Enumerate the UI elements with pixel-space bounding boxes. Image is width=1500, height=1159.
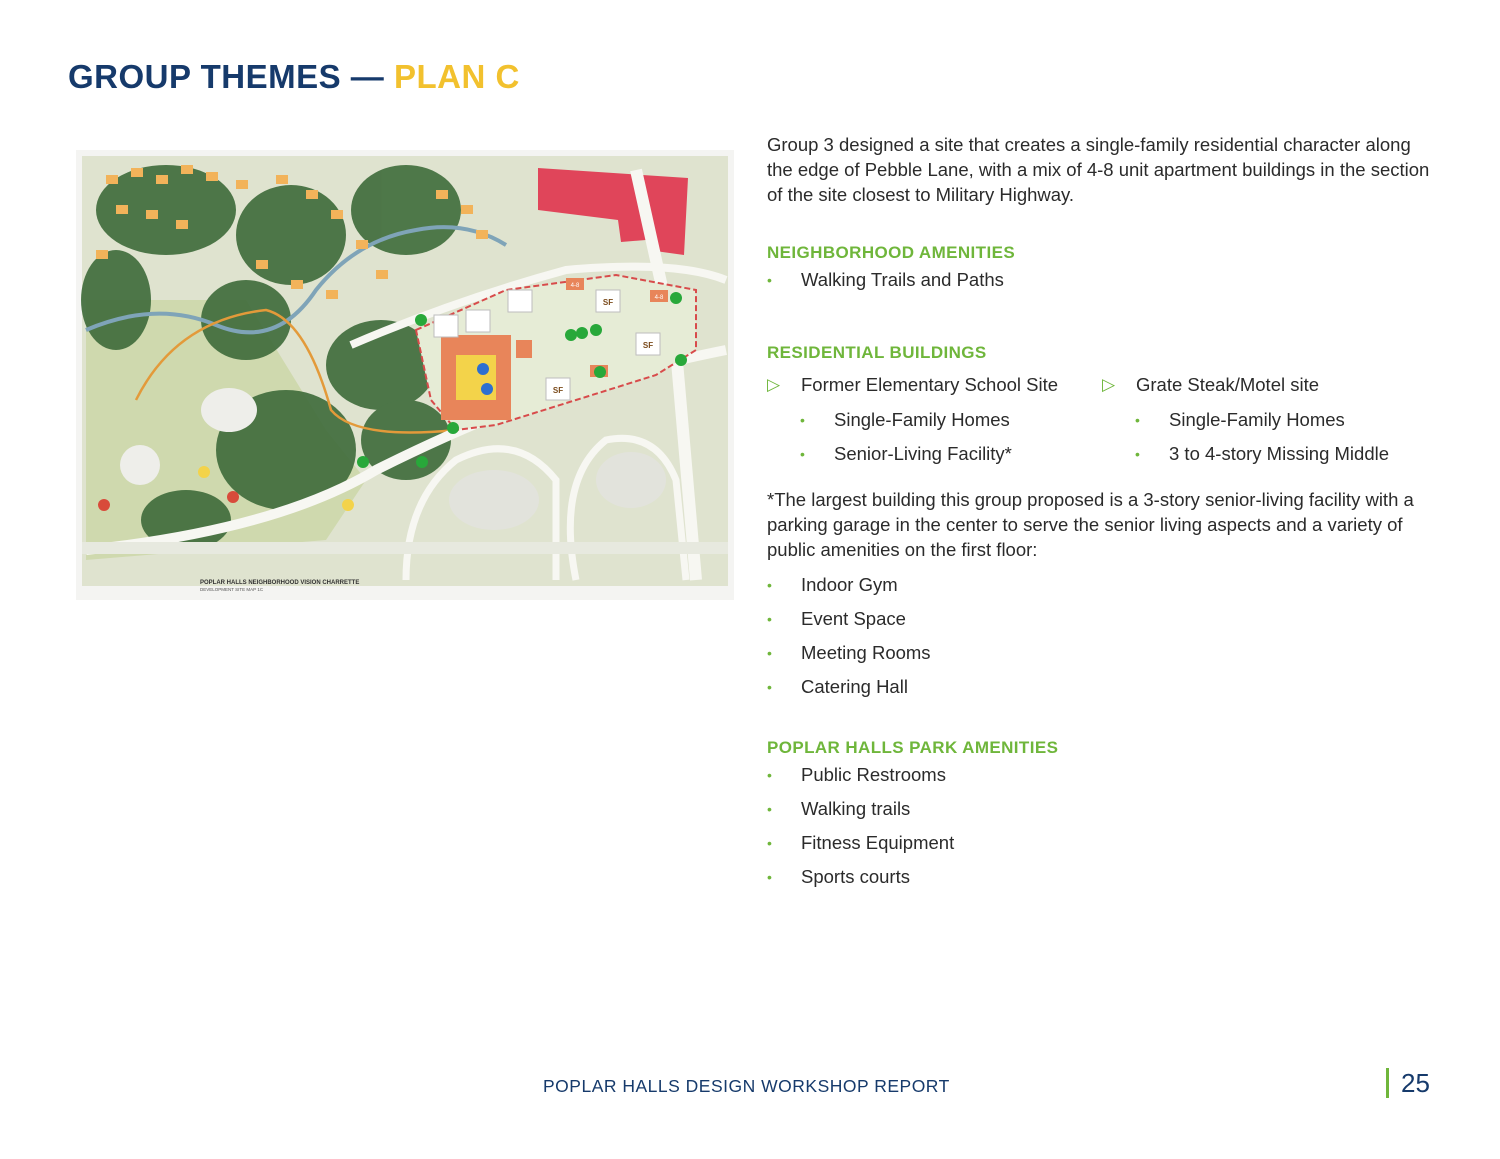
list-item: • Sports courts — [767, 860, 1437, 894]
list-item: • Walking Trails and Paths — [767, 263, 1437, 297]
neighborhood-heading: NEIGHBORHOOD AMENITIES — [767, 243, 1016, 262]
bullet-icon: • — [767, 611, 772, 627]
list-item: • Fitness Equipment — [767, 826, 1437, 860]
bullet-icon: • — [767, 835, 772, 851]
bullet-icon: • — [800, 412, 805, 428]
triangle-bullet-icon: ▷ — [1102, 375, 1116, 394]
list-item: • Senior-Living Facility* — [767, 437, 1102, 471]
list-item: • Catering Hall — [767, 670, 1437, 704]
bullet-icon: • — [767, 272, 772, 288]
bullet-icon: • — [767, 767, 772, 783]
bullet-icon: • — [767, 801, 772, 817]
title-part-1: GROUP THEMES — — [68, 58, 394, 95]
list-item: • Event Space — [767, 602, 1437, 636]
bullet-icon: • — [767, 577, 772, 593]
list-item: • Single-Family Homes — [767, 403, 1102, 437]
map-sf-label: SF — [602, 298, 614, 307]
map-sf-label: SF — [642, 341, 654, 350]
bullet-icon: • — [767, 679, 772, 695]
map-unit-label: 4-8 — [570, 283, 580, 289]
site-title: ▷ Former Elementary School Site — [767, 367, 1102, 403]
site-plan-map — [76, 150, 734, 600]
residential-heading: RESIDENTIAL BUILDINGS — [767, 343, 987, 362]
content-column — [767, 132, 1437, 894]
list-item: • Walking trails — [767, 792, 1437, 826]
report-footer: POPLAR HALLS DESIGN WORKSHOP REPORT — [543, 1076, 950, 1096]
triangle-bullet-icon: ▷ — [767, 375, 781, 394]
map-unit-label: 4-8 — [654, 295, 664, 301]
residential-columns — [767, 367, 1437, 471]
intro-paragraph: Group 3 designed a site that creates a single-family residential character along the edge of Pebble Lane, with a mix of 4-8 unit apartment buildings in the section of the site closest to Military Highway. — [767, 134, 1430, 205]
list-item: • Indoor Gym — [767, 568, 1437, 602]
title-part-2: PLAN C — [393, 58, 520, 95]
bullet-icon: • — [767, 869, 772, 885]
list-item: • 3 to 4-story Missing Middle — [1102, 437, 1437, 471]
list-item: • Single-Family Homes — [1102, 403, 1437, 437]
list-item: • Meeting Rooms — [767, 636, 1437, 670]
senior-living-note: *The largest building this group proposed is a 3-story senior-living facility with a parking garage in the center to serve the senior living aspects and a variety of public amenities on the first floor: — [767, 489, 1414, 560]
site-title: ▷ Grate Steak/Motel site — [1102, 367, 1437, 403]
page-number: 25 — [1386, 1068, 1430, 1098]
bullet-icon: • — [1135, 446, 1140, 462]
site-items — [767, 403, 1102, 471]
list-item: • Public Restrooms — [767, 758, 1437, 792]
residential-right — [1102, 367, 1437, 471]
residential-left — [767, 367, 1102, 471]
park-heading: POPLAR HALLS PARK AMENITIES — [767, 738, 1059, 757]
site-items — [1102, 403, 1437, 471]
page-title — [68, 58, 520, 96]
bullet-icon: • — [800, 446, 805, 462]
bullet-icon: • — [1135, 412, 1140, 428]
map-sf-label: SF — [552, 386, 564, 395]
neighborhood-list — [767, 263, 1437, 297]
map-caption-title: POPLAR HALLS NEIGHBORHOOD VISION CHARRETTE — [200, 580, 360, 586]
park-list — [767, 758, 1437, 894]
bullet-icon: • — [767, 645, 772, 661]
map-caption-sub: DEVELOPMENT SITE MAP 1C — [200, 587, 264, 592]
amenities-list — [767, 568, 1437, 704]
